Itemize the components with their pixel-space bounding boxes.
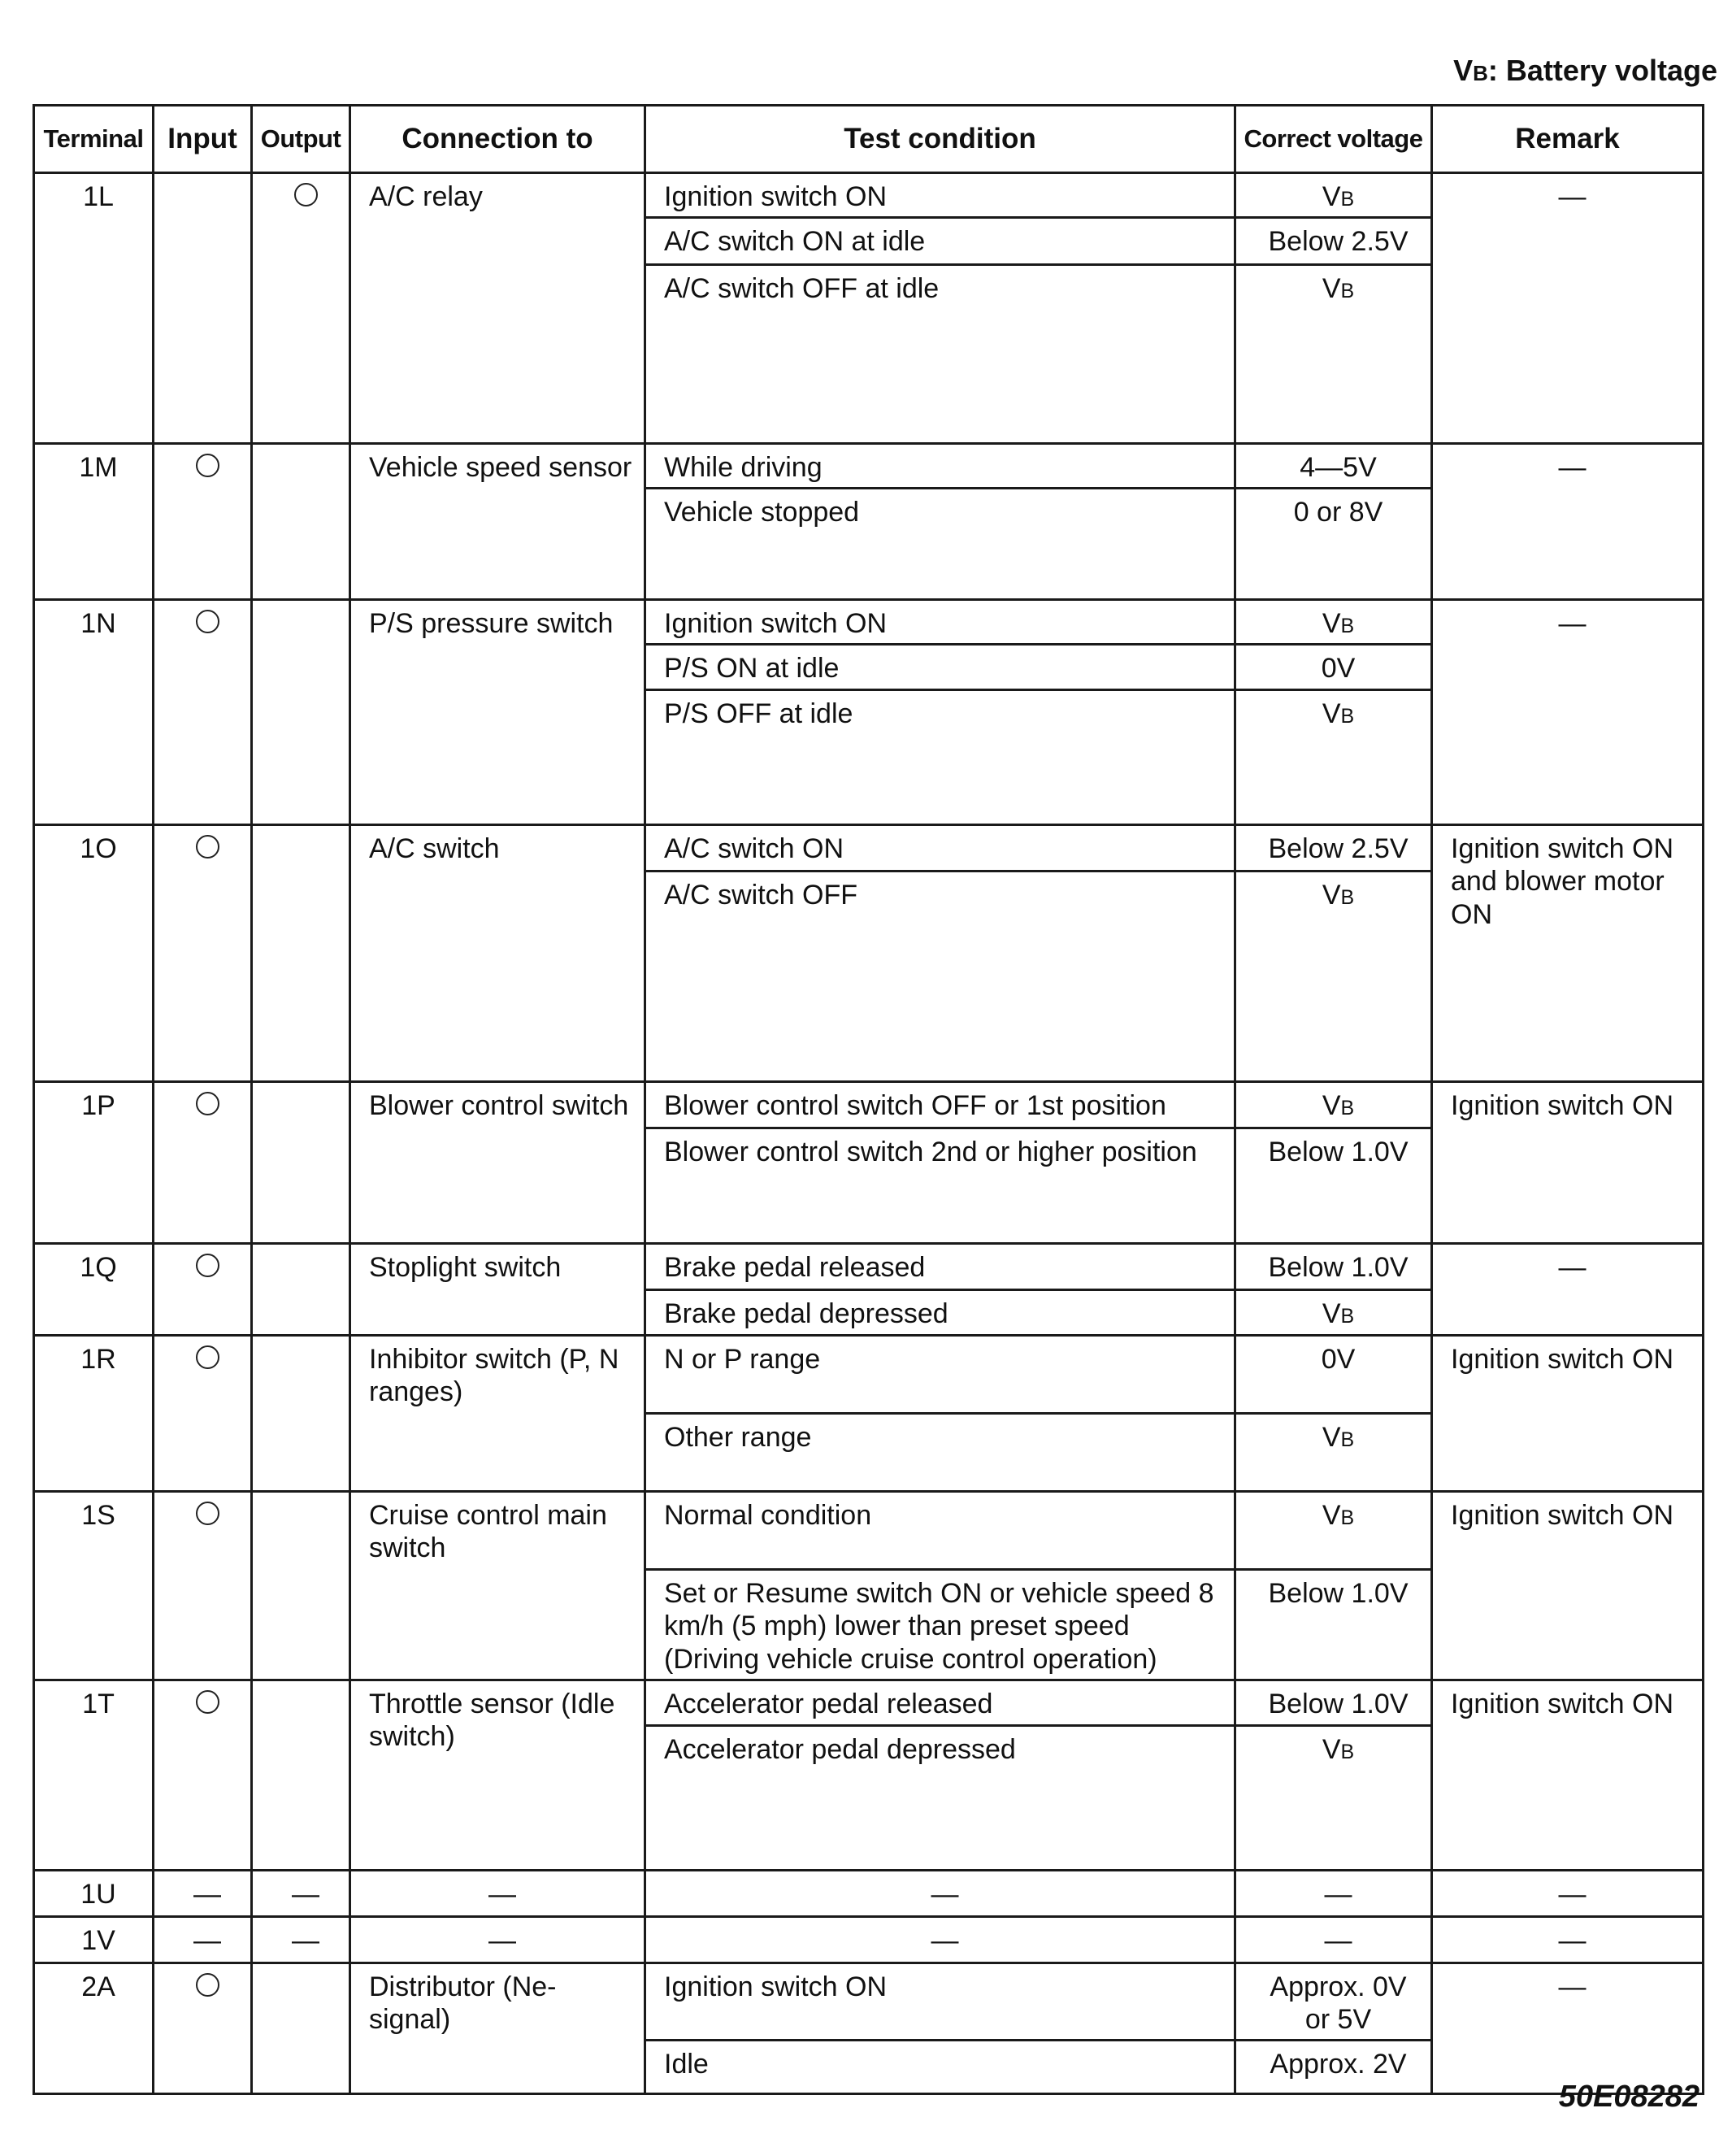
remark-cell: Ignition switch ON <box>1432 1336 1704 1492</box>
output-cell <box>252 1336 350 1492</box>
header-remark: Remark <box>1432 106 1704 173</box>
circle-icon <box>196 454 219 477</box>
input-cell: — <box>154 1916 252 1963</box>
table-row <box>34 444 1704 489</box>
voltage-cell: VB <box>1235 1492 1432 1570</box>
voltage-cell: VB <box>1235 1290 1432 1336</box>
test-condition-cell: Idle <box>645 2040 1235 2093</box>
terminal-cell: 1O <box>34 825 154 1082</box>
table-row <box>34 173 1704 218</box>
header-connection: Connection to <box>350 106 645 173</box>
remark-cell: — <box>1432 444 1704 600</box>
connection-cell: Blower control switch <box>350 1082 645 1244</box>
remark-cell: — <box>1432 1916 1704 1963</box>
terminal-cell: 2A <box>34 1963 154 2093</box>
output-cell: — <box>252 1870 350 1916</box>
connection-cell: Inhibitor switch (P, N ranges) <box>350 1336 645 1492</box>
test-condition-cell: — <box>645 1916 1235 1963</box>
terminal-cell: 1Q <box>34 1244 154 1336</box>
voltage-cell: Below 1.0V <box>1235 1680 1432 1725</box>
table-row <box>34 1916 1704 1963</box>
test-condition-cell: — <box>645 1870 1235 1916</box>
connection-cell: Throttle sensor (Idle switch) <box>350 1680 645 1870</box>
battery-voltage-note <box>1453 54 1717 88</box>
terminal-cell: 1L <box>34 173 154 444</box>
remark-cell: Ignition switch ON <box>1432 1492 1704 1680</box>
test-condition-cell: N or P range <box>645 1336 1235 1414</box>
header-input: Input <box>154 106 252 173</box>
circle-icon <box>196 1690 219 1714</box>
circle-icon <box>196 1345 219 1369</box>
remark-cell: — <box>1432 1244 1704 1336</box>
remark-cell: — <box>1432 173 1704 444</box>
circle-icon <box>196 610 219 633</box>
connection-cell: A/C switch <box>350 825 645 1082</box>
test-condition-cell: Vehicle stopped <box>645 489 1235 600</box>
voltage-cell: Approx. 2V <box>1235 2040 1432 2093</box>
connection-cell: Cruise control main switch <box>350 1492 645 1680</box>
table-row <box>34 1082 1704 1128</box>
connection-cell: A/C relay <box>350 173 645 444</box>
table-row <box>34 1963 1704 2040</box>
circle-icon <box>196 1973 219 1997</box>
test-condition-cell: P/S OFF at idle <box>645 690 1235 825</box>
connection-cell: Stoplight switch <box>350 1244 645 1336</box>
test-condition-cell: A/C switch ON at idle <box>645 218 1235 265</box>
input-cell <box>154 825 252 1082</box>
output-cell <box>252 825 350 1082</box>
input-cell <box>154 600 252 825</box>
input-cell <box>154 444 252 600</box>
test-condition-cell: A/C switch OFF <box>645 872 1235 1082</box>
voltage-cell: VB <box>1235 265 1432 444</box>
test-condition-cell: While driving <box>645 444 1235 489</box>
test-condition-cell: Accelerator pedal depressed <box>645 1725 1235 1870</box>
terminal-cell: 1U <box>34 1870 154 1916</box>
voltage-cell: VB <box>1235 872 1432 1082</box>
terminal-cell: 1S <box>34 1492 154 1680</box>
note-symbol: V <box>1453 54 1474 87</box>
remark-cell: Ignition switch ON <box>1432 1680 1704 1870</box>
voltage-cell: VB <box>1235 690 1432 825</box>
voltage-cell: VB <box>1235 173 1432 218</box>
test-condition-cell: Brake pedal depressed <box>645 1290 1235 1336</box>
output-cell <box>252 1492 350 1680</box>
input-cell <box>154 173 252 444</box>
input-cell <box>154 1082 252 1244</box>
table-row <box>34 1492 1704 1570</box>
table-row <box>34 1244 1704 1290</box>
connection-cell: P/S pressure switch <box>350 600 645 825</box>
remark-cell: Ignition switch ON and blower motor ON <box>1432 825 1704 1082</box>
input-cell: — <box>154 1870 252 1916</box>
header-correct-voltage: Correct voltage <box>1235 106 1432 173</box>
remark-cell: — <box>1432 600 1704 825</box>
voltage-cell: Below 1.0V <box>1235 1244 1432 1290</box>
terminal-cell: 1T <box>34 1680 154 1870</box>
header-test-condition: Test condition <box>645 106 1235 173</box>
output-cell <box>252 1244 350 1336</box>
test-condition-cell: A/C switch ON <box>645 825 1235 872</box>
circle-icon <box>196 835 219 858</box>
table-row <box>34 1680 1704 1725</box>
header-output: Output <box>252 106 350 173</box>
terminal-voltage-table <box>33 104 1704 2095</box>
voltage-cell: 4—5V <box>1235 444 1432 489</box>
voltage-cell: Below 1.0V <box>1235 1128 1432 1244</box>
note-text: : Battery voltage <box>1487 54 1717 87</box>
output-cell <box>252 1680 350 1870</box>
voltage-cell: — <box>1235 1916 1432 1963</box>
test-condition-cell: Ignition switch ON <box>645 173 1235 218</box>
figure-code: 50E08282 <box>1558 2080 1699 2114</box>
output-cell <box>252 1963 350 2093</box>
test-condition-cell: Brake pedal released <box>645 1244 1235 1290</box>
voltage-cell: 0V <box>1235 1336 1432 1414</box>
input-cell <box>154 1680 252 1870</box>
header-terminal: Terminal <box>34 106 154 173</box>
voltage-cell: 0 or 8V <box>1235 489 1432 600</box>
terminal-cell: 1R <box>34 1336 154 1492</box>
remark-cell: — <box>1432 1963 1704 2093</box>
circle-icon <box>294 183 318 206</box>
circle-icon <box>196 1092 219 1115</box>
test-condition-cell: Ignition switch ON <box>645 600 1235 645</box>
note-symbol-subscript: B <box>1473 61 1488 85</box>
test-condition-cell: Set or Resume switch ON or vehicle speed 8 km/h (5 mph) lower than preset speed (Driving vehicle cruise control operation) <box>645 1570 1235 1680</box>
output-cell <box>252 600 350 825</box>
input-cell <box>154 1492 252 1680</box>
voltage-cell: VB <box>1235 1725 1432 1870</box>
voltage-cell: Below 2.5V <box>1235 218 1432 265</box>
terminal-cell: 1V <box>34 1916 154 1963</box>
connection-cell: Distributor (Ne-signal) <box>350 1963 645 2093</box>
input-cell <box>154 1963 252 2093</box>
test-condition-cell: Blower control switch OFF or 1st position <box>645 1082 1235 1128</box>
test-condition-cell: P/S ON at idle <box>645 645 1235 690</box>
test-condition-cell: Other range <box>645 1414 1235 1492</box>
table-row <box>34 825 1704 872</box>
terminal-cell: 1M <box>34 444 154 600</box>
voltage-cell: VB <box>1235 1414 1432 1492</box>
output-cell: — <box>252 1916 350 1963</box>
circle-icon <box>196 1502 219 1525</box>
voltage-cell: VB <box>1235 1082 1432 1128</box>
voltage-cell: VB <box>1235 600 1432 645</box>
terminal-cell: 1P <box>34 1082 154 1244</box>
connection-cell: Vehicle speed sensor <box>350 444 645 600</box>
remark-cell: Ignition switch ON <box>1432 1082 1704 1244</box>
test-condition-cell: Normal condition <box>645 1492 1235 1570</box>
voltage-cell: Below 2.5V <box>1235 825 1432 872</box>
terminal-cell: 1N <box>34 600 154 825</box>
test-condition-cell: Accelerator pedal released <box>645 1680 1235 1725</box>
input-cell <box>154 1244 252 1336</box>
table-row <box>34 1336 1704 1414</box>
table-body <box>34 173 1704 2094</box>
voltage-cell: Below 1.0V <box>1235 1570 1432 1680</box>
table-row <box>34 600 1704 645</box>
circle-icon <box>196 1254 219 1277</box>
input-cell <box>154 1336 252 1492</box>
test-condition-cell: Ignition switch ON <box>645 1963 1235 2040</box>
remark-cell: — <box>1432 1870 1704 1916</box>
table-header-row <box>34 106 1704 173</box>
test-condition-cell: A/C switch OFF at idle <box>645 265 1235 444</box>
output-cell <box>252 173 350 444</box>
voltage-cell: Approx. 0V or 5V <box>1235 1963 1432 2040</box>
voltage-cell: 0V <box>1235 645 1432 690</box>
voltage-cell: — <box>1235 1870 1432 1916</box>
connection-cell: — <box>350 1870 645 1916</box>
output-cell <box>252 444 350 600</box>
output-cell <box>252 1082 350 1244</box>
connection-cell: — <box>350 1916 645 1963</box>
table-row <box>34 1870 1704 1916</box>
test-condition-cell: Blower control switch 2nd or higher position <box>645 1128 1235 1244</box>
